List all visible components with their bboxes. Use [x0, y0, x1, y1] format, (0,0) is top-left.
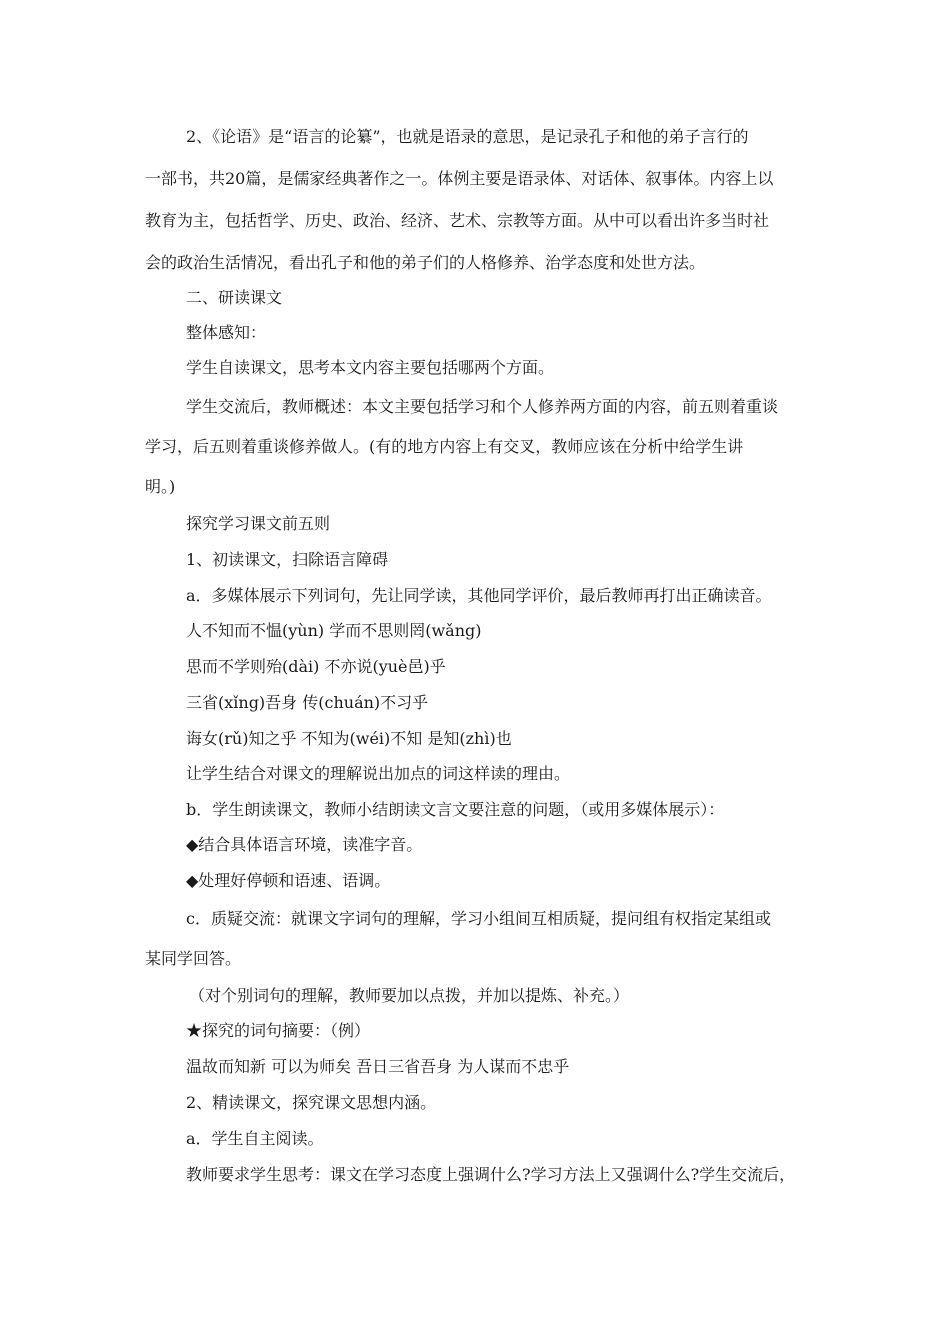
paragraph-summary-line-1: 学生交流后，教师概述：本文主要包括学习和个人修养两方面的内容，前五则着重谈	[186, 397, 779, 416]
paragraph-lunyu-line-2: 一部书，共20篇，是儒家经典著作之一。体例主要是语录体、对话体、叙事体。内容上以	[145, 169, 774, 188]
step-1a: a．多媒体展示下列词句，先让同学读，其他同学评价，最后教师再打出正确读音。	[186, 586, 772, 605]
subheading-explore: 探究学习课文前五则	[186, 514, 331, 533]
paragraph-teacher-ask: 教师要求学生思考：课文在学习态度上强调什么?学习方法上又强调什么?学生交流后，	[186, 1165, 796, 1184]
phrase-line-3: 三省(xǐng)吾身 传(chuán)不习乎	[186, 693, 429, 712]
phrase-line-1: 人不知而不愠(yùn) 学而不思则罔(wǎng)	[186, 621, 482, 640]
excerpt-phrases: 温故而知新 可以为师矣 吾日三省吾身 为人谋而不忠乎	[186, 1057, 570, 1076]
paragraph-lunyu-line-3: 教育为主，包括哲学、历史、政治、经济、艺术、宗教等方面。从中可以看出许多当时社	[145, 211, 770, 230]
phrase-line-2: 思而不学则殆(dài) 不亦说(yuè邑)乎	[186, 657, 446, 676]
step-1c-line-2: 某同学回答。	[145, 949, 242, 968]
section-heading: 二、研读课文	[186, 288, 283, 307]
paragraph-lunyu-line-1: 2、《论语》是“语言的论纂”，也就是语录的意思，是记录孔子和他的弟子言行的	[186, 127, 749, 146]
teacher-note: （对个别词句的理解，教师要加以点拨，并加以提炼、补充。）	[189, 986, 630, 1005]
step-2: 2、精读课文，探究课文思想内涵。	[186, 1093, 437, 1112]
subheading-overall: 整体感知：	[186, 323, 267, 342]
paragraph-summary-line-2: 学习，后五则着重谈修养做人。(有的地方内容上有交叉，教师应该在分析中给学生讲	[145, 437, 744, 456]
step-1b: b．学生朗读课文，教师小结朗读文言文要注意的问题，（或用多媒体展示）：	[186, 800, 725, 819]
paragraph-self-read: 学生自读课文，思考本文内容主要包括哪两个方面。	[186, 358, 555, 377]
step-1c-line-1: c．质疑交流：就课文字词句的理解，学习小组间互相质疑，提问组有权指定某组或	[186, 909, 771, 928]
paragraph-lunyu-line-4: 会的政治生活情况，看出孔子和他的弟子们的人格修养、治学态度和处世方法。	[145, 253, 706, 272]
step-1: 1、初读课文，扫除语言障碍	[186, 550, 389, 569]
bullet-item-2: ◆处理好停顿和语速、语调。	[186, 871, 391, 890]
phrase-line-4: 诲女(rǔ)知之乎 不知为(wéi)不知 是知(zhì)也	[186, 729, 512, 748]
step-2a: a．学生自主阅读。	[186, 1129, 324, 1148]
bullet-item-1: ◆结合具体语言环境，读准字音。	[186, 835, 423, 854]
paragraph-reason: 让学生结合对课文的理解说出加点的词这样读的理由。	[186, 764, 571, 783]
paragraph-summary-line-3: 明。)	[145, 477, 176, 496]
star-excerpt-heading: ★探究的词句摘要：（例）	[186, 1021, 371, 1040]
